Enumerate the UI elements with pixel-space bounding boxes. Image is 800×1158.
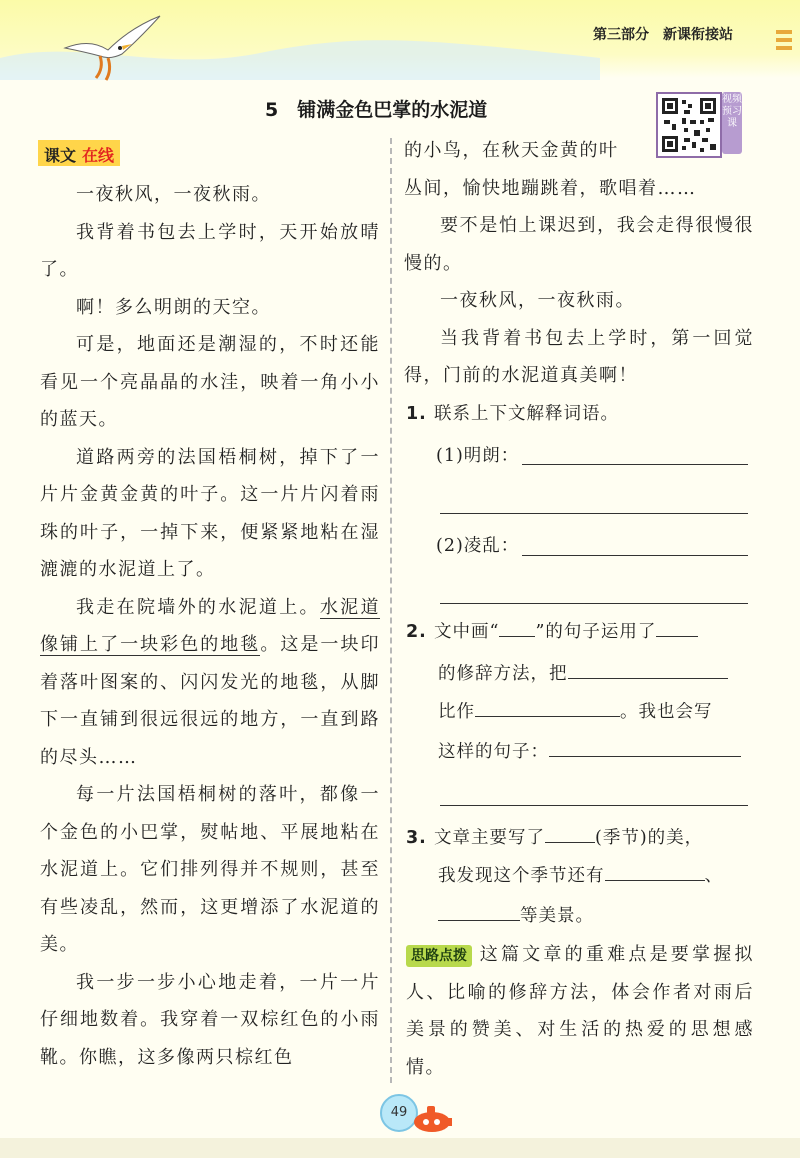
paragraph-10: 一夜秋风，一夜秋雨。 — [440, 290, 635, 311]
section-name: 新课衔接站 — [663, 27, 733, 43]
left-column — [40, 176, 380, 1076]
tip-box — [406, 936, 754, 1086]
right-column — [404, 132, 754, 395]
question-3-text-e: 等美景。 — [520, 906, 594, 926]
answer-blank-2b[interactable] — [568, 660, 728, 679]
question-2-text-a: 文中画“ — [434, 622, 500, 642]
paragraph-4: 可是，地面还是潮湿的，不时还能看见一个亮晶晶的水洼，映着一角小小的蓝天。 — [40, 334, 380, 430]
paragraph-8-cont-2: 丛间，愉快地蹦跳着，歌唱着…… — [404, 177, 697, 199]
paragraph-9: 要不是怕上课迟到，我会走得很慢很慢的。 — [404, 215, 754, 274]
question-3-text-a: 文章主要写了 — [434, 828, 545, 848]
question-3-text-c: 我发现这个季节还有 — [438, 866, 605, 886]
underlined-sentence: 水泥道像铺上了一块彩色的地毯 — [40, 596, 381, 655]
paragraph-8-cont-1: 的小鸟，在秋天金黄的叶 — [404, 140, 619, 161]
paragraph-6 — [40, 589, 380, 777]
answer-blank-1a[interactable] — [522, 464, 748, 465]
question-1-number: 1. — [406, 404, 427, 424]
section-label — [593, 24, 747, 44]
lesson-badge — [38, 140, 120, 166]
paragraph-1: 一夜秋风，一夜秋雨。 — [76, 184, 271, 205]
answer-blank-1b[interactable] — [522, 555, 748, 556]
answer-blank-3c[interactable] — [438, 902, 520, 921]
paragraph-2: 我背着书包去上学时，天开始放晴了。 — [40, 221, 380, 280]
badge-left: 课文 — [38, 140, 80, 166]
answer-blank-3a[interactable] — [545, 824, 595, 843]
answer-blank-2a[interactable] — [656, 618, 698, 637]
underline-sample — [499, 618, 535, 637]
bottom-band — [0, 1138, 800, 1158]
paragraph-6-start: 我走在院墙外的水泥道上。 — [76, 596, 320, 618]
question-3-text-d: 、 — [704, 866, 723, 886]
answer-blank-1b-2[interactable] — [440, 603, 748, 604]
badge-right: 在线 — [80, 140, 120, 166]
question-2-number: 2. — [406, 622, 427, 642]
qr-label: 视频预习课 — [722, 92, 742, 154]
paragraph-11: 当我背着书包去上学时，第一回觉得，门前的水泥道真美啊！ — [404, 327, 754, 386]
question-1a-label: (1)明朗： — [436, 446, 520, 466]
header-stripe-decoration — [776, 30, 792, 50]
question-1-text: 联系上下文解释词语。 — [434, 404, 619, 424]
paragraph-5: 道路两旁的法国梧桐树，掉下了一片片金黄金黄的叶子。这一片片闪着雨珠的叶子，一掉下来，便紧紧地粘在湿漉漉的水泥道上了。 — [40, 446, 380, 580]
answer-blank-3b[interactable] — [605, 862, 705, 881]
paragraph-8: 我一步一步小心地走着，一片一片仔细地数着。我穿着一双棕红色的小雨靴。你瞧，这多像两只棕红色 — [40, 971, 380, 1068]
column-divider — [390, 138, 392, 1083]
answer-blank-2e[interactable] — [440, 805, 748, 806]
paragraph-3: 啊！多么明朗的天空。 — [76, 296, 271, 318]
question-3-text-b: (季节)的美， — [595, 828, 704, 848]
seagull-icon — [60, 8, 170, 83]
question-2-text-e: 。我也会写 — [620, 702, 713, 722]
lesson-title: 5 铺满金色巴掌的水泥道 — [265, 99, 488, 121]
tip-text: 这篇文章的重难点是要掌握拟人、比喻的修辞方法，体会作者对雨后美景的赞美、对生活的热爱的思想感情。 — [406, 944, 754, 1078]
page-number: 49 — [380, 1094, 418, 1132]
answer-blank-2c[interactable] — [475, 698, 620, 717]
paragraph-7: 每一片法国梧桐树的落叶，都像一个金色的小巴掌，熨帖地、平展地粘在水泥道上。它们排列得并不规则，甚至有些凌乱，然而，这更增添了水泥道的美。 — [40, 784, 380, 955]
question-2-text-f: 这样的句子： — [438, 742, 549, 762]
question-2-text-c: 的修辞方法，把 — [438, 664, 568, 684]
answer-blank-2d[interactable] — [549, 738, 741, 757]
question-3-number: 3. — [406, 828, 427, 848]
part-label: 第三部分 — [593, 27, 649, 43]
answer-blank-1a-2[interactable] — [440, 513, 748, 514]
question-2-text-b: ”的句子运用了 — [535, 622, 657, 642]
question-1b-label: (2)凌乱： — [436, 536, 520, 556]
question-2-text-d: 比作 — [438, 702, 475, 722]
tip-badge: 思路点拨 — [406, 945, 472, 967]
paragraph-6-end: 。这是一块印着落叶图案的、闪闪发光的地毯，从脚下一直铺到很远很远的地方，一直到路的尽头…… — [40, 634, 380, 768]
submarine-icon — [410, 1100, 452, 1136]
tip-paragraph — [406, 936, 754, 1086]
